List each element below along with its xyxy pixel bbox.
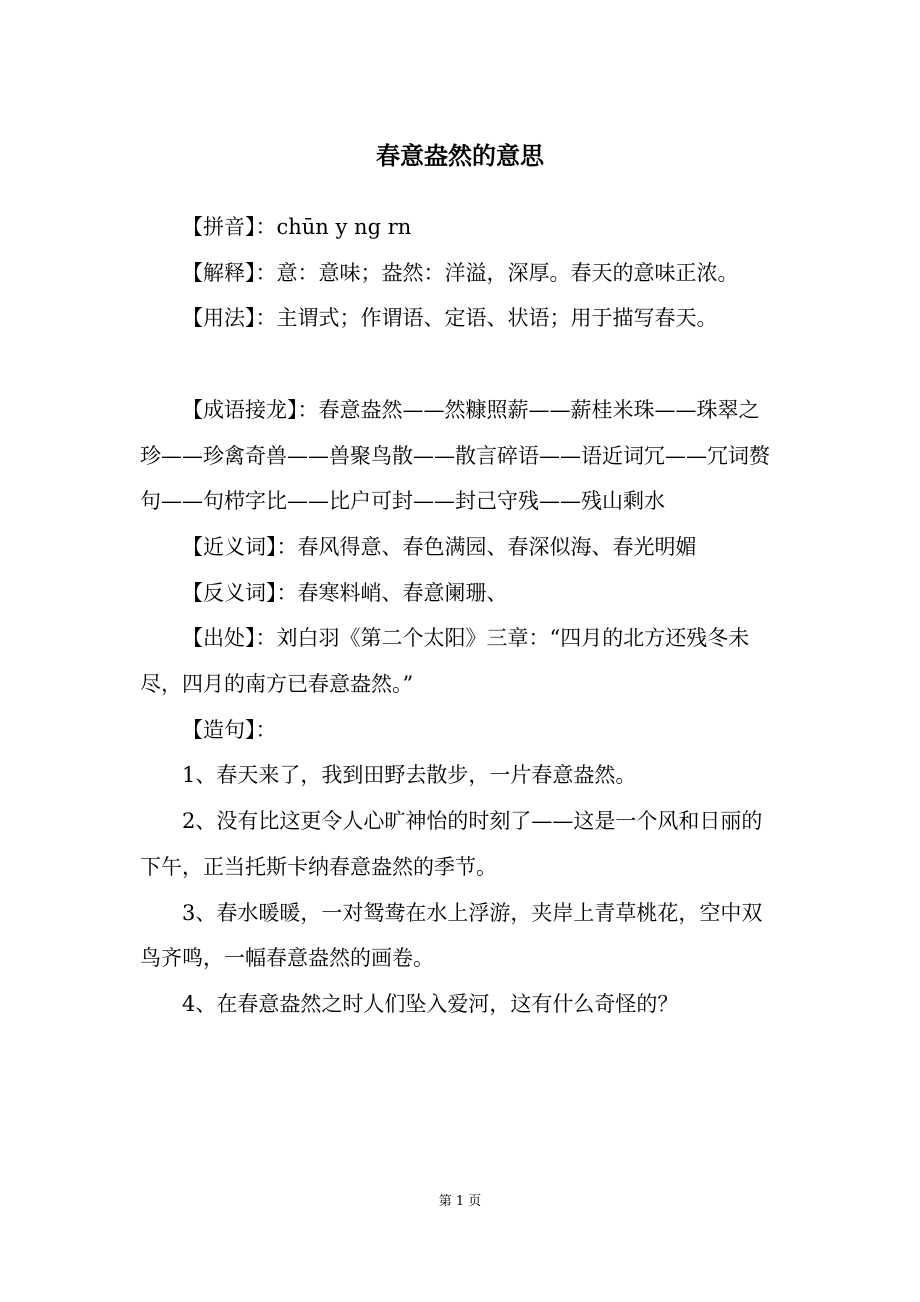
example-sentence-3: 3、春水暖暖，一对鸳鸯在水上浮游，夹岸上青草桃花，空中双鸟齐鸣，一幅春意盎然的画卷。 bbox=[140, 900, 763, 971]
paragraph-antonyms: 【反义词】：春寒料峭、春意阑珊、 bbox=[182, 580, 508, 605]
page-title: 春意盎然的意思 bbox=[376, 142, 544, 170]
document-body bbox=[140, 205, 780, 1028]
paragraph-source: 【出处】：刘白羽《第二个太阳》三章：“四月的北方还残冬未尽，四月的南方已春意盎然。” bbox=[140, 626, 750, 697]
paragraph-explanation: 【解释】：意：意味；盎然：洋溢，深厚。春天的意味正浓。 bbox=[182, 260, 739, 285]
paragraph-examples-heading: 【造句】： bbox=[182, 717, 277, 742]
paragraph-usage: 【用法】：主谓式；作谓语、定语、状语；用于描写春天。 bbox=[182, 306, 718, 331]
paragraph-synonyms: 【近义词】：春风得意、春色满园、春深似海、春光明媚 bbox=[182, 534, 697, 559]
blank-line bbox=[140, 342, 780, 388]
page-number: 第 1 页 bbox=[438, 1194, 482, 1209]
example-sentence-4: 4、在春意盎然之时人们坠入爱河，这有什么奇怪的？ bbox=[182, 991, 679, 1016]
example-sentence-2: 2、没有比这更令人心旷神怡的时刻了——这是一个风和日丽的下午，正当托斯卡纳春意盎然的季节。 bbox=[140, 809, 763, 879]
paragraph-idiom-chain: 【成语接龙】：春意盎然——然糠照薪——薪桂米珠——珠翠之珍——珍禽奇兽——兽聚鸟散——散言碎语——语近词冗——冗词赘句——句栉字比——比户可封——封己守残——残山剩水 bbox=[140, 397, 770, 514]
paragraph-pinyin: 【拼音】：chūn y ng rn bbox=[182, 215, 412, 239]
example-sentence-1: 1、春天来了，我到田野去散步，一片春意盎然。 bbox=[182, 763, 637, 788]
